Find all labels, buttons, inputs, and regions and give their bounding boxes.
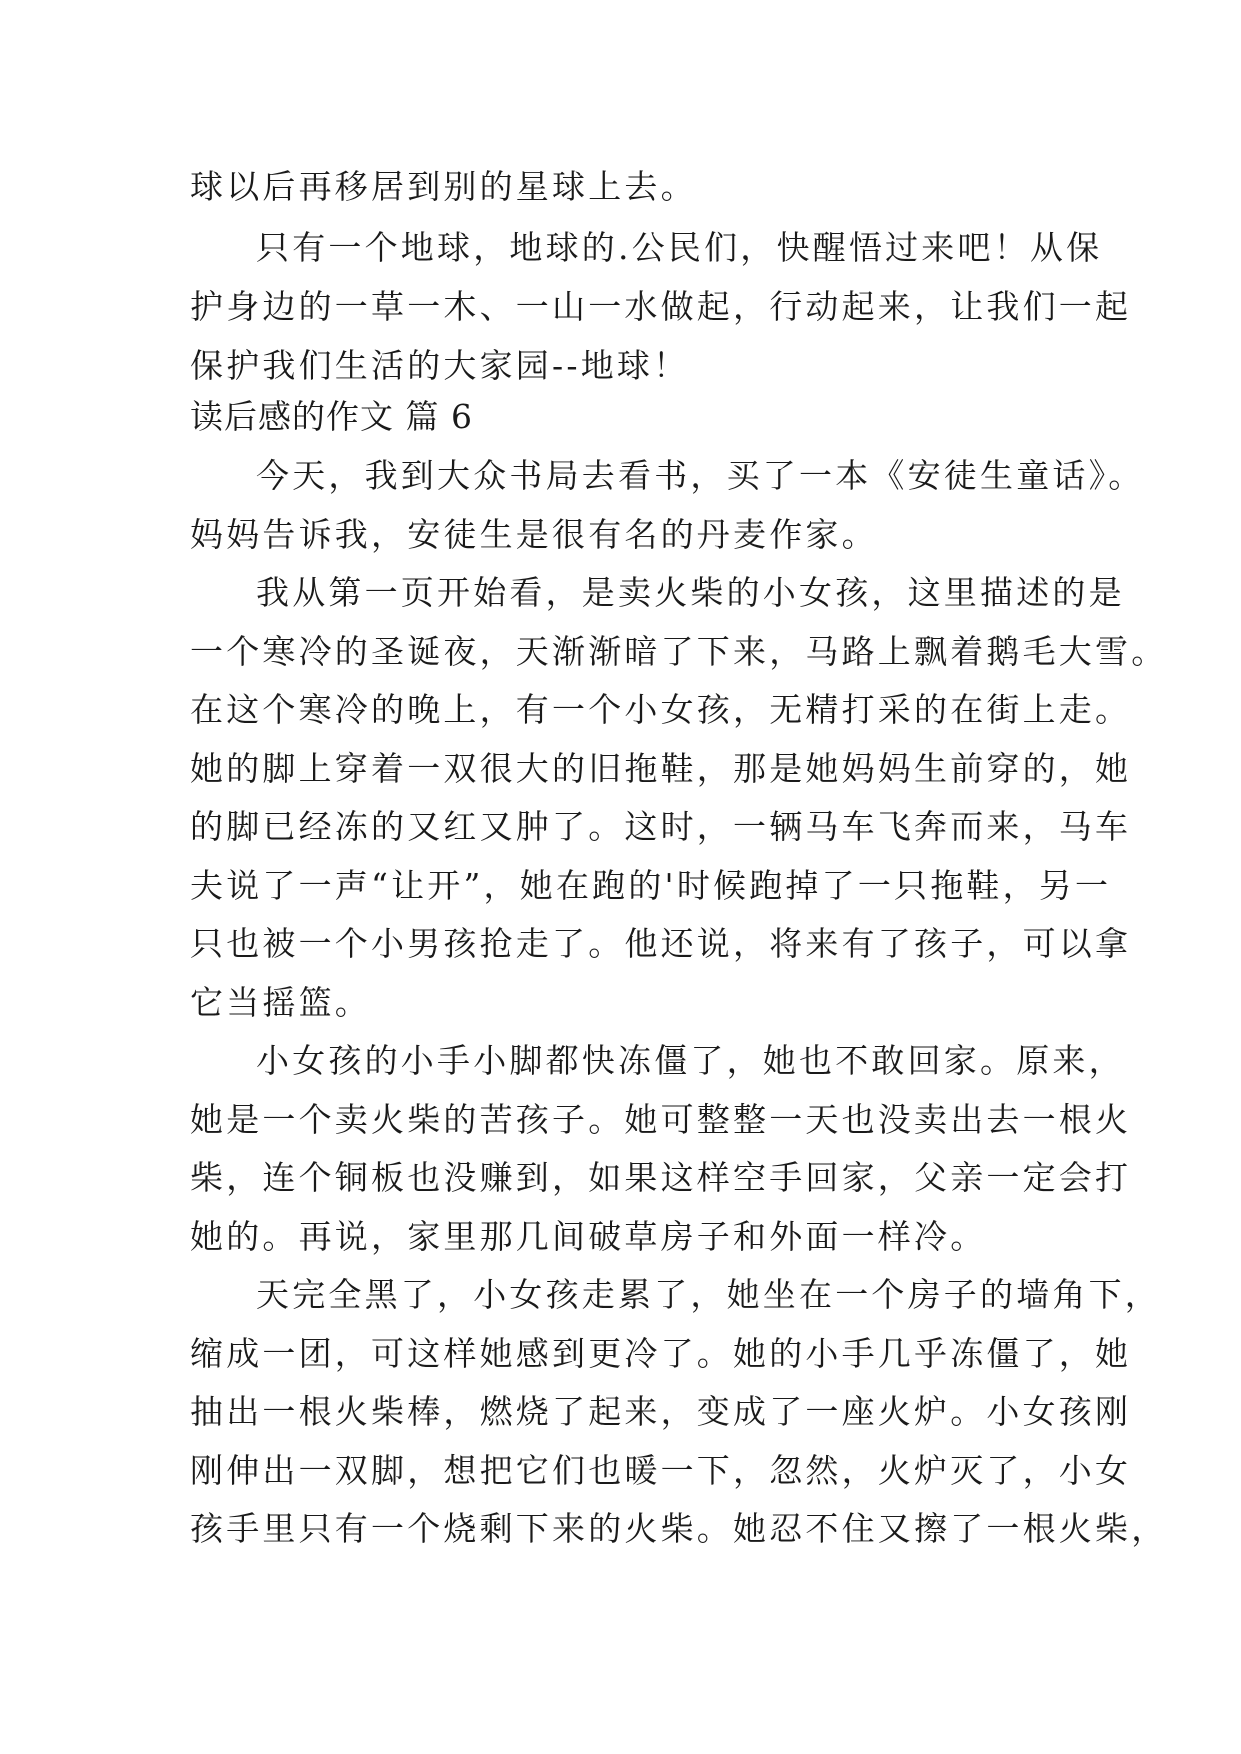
text-line: 刚伸出一双脚，想把它们也暖一下，忽然，火炉灭了，小女 bbox=[190, 1451, 1132, 1490]
paragraph-first-line: 我从第一页开始看，是卖火柴的小女孩，这里描述的是 bbox=[256, 573, 1125, 612]
text-line: 她是一个卖火柴的苦孩子。她可整整一天也没卖出去一根火 bbox=[190, 1100, 1132, 1139]
text-line: 抽出一根火柴棒，燃烧了起来，变成了一座火炉。小女孩刚 bbox=[190, 1392, 1132, 1431]
text-line: 妈妈告诉我，安徒生是很有名的丹麦作家。 bbox=[190, 515, 878, 554]
text-line: 在这个寒冷的晚上，有一个小女孩，无精打采的在街上走。 bbox=[190, 690, 1132, 729]
text-line: 它当摇篮。 bbox=[190, 983, 371, 1022]
paragraph-first-line: 今天，我到大众书局去看书，买了一本《安徒生童话》。 bbox=[256, 456, 1145, 495]
section-heading: 读后感的作文 篇 6 bbox=[190, 397, 473, 436]
text-line: 柴，连个铜板也没赚到，如果这样空手回家，父亲一定会打 bbox=[190, 1158, 1132, 1197]
text-line: 只也被一个小男孩抢走了。他还说，将来有了孩子，可以拿 bbox=[190, 924, 1132, 963]
text-line: 夫说了一声“让开”，她在跑的'时候跑掉了一只拖鞋，另一 bbox=[190, 866, 1112, 905]
text-line: 保护我们生活的大家园--地球！ bbox=[190, 346, 690, 385]
text-line: 一个寒冷的圣诞夜，天渐渐暗了下来，马路上飘着鹅毛大雪。 bbox=[190, 632, 1168, 671]
text-line: 护身边的一草一木、一山一水做起，行动起来，让我们一起 bbox=[190, 287, 1132, 326]
paragraph-first-line: 天完全黑了，小女孩走累了，她坐在一个房子的墙角下， bbox=[256, 1275, 1161, 1314]
text-line: 缩成一团，可这样她感到更冷了。她的小手几乎冻僵了，她 bbox=[190, 1334, 1132, 1373]
text-line: 孩手里只有一个烧剩下来的火柴。她忍不住又擦了一根火柴， bbox=[190, 1509, 1168, 1548]
text-line: 的脚已经冻的又红又肿了。这时，一辆马车飞奔而来，马车 bbox=[190, 807, 1132, 846]
paragraph-first-line: 只有一个地球，地球的.公民们，快醒悟过来吧！从保 bbox=[256, 228, 1103, 267]
text-line: 球以后再移居到别的星球上去。 bbox=[190, 167, 697, 206]
paragraph-first-line: 小女孩的小手小脚都快冻僵了，她也不敢回家。原来， bbox=[256, 1041, 1125, 1080]
text-line: 她的。再说，家里那几间破草房子和外面一样冷。 bbox=[190, 1217, 987, 1256]
text-line: 她的脚上穿着一双很大的旧拖鞋，那是她妈妈生前穿的，她 bbox=[190, 749, 1132, 788]
